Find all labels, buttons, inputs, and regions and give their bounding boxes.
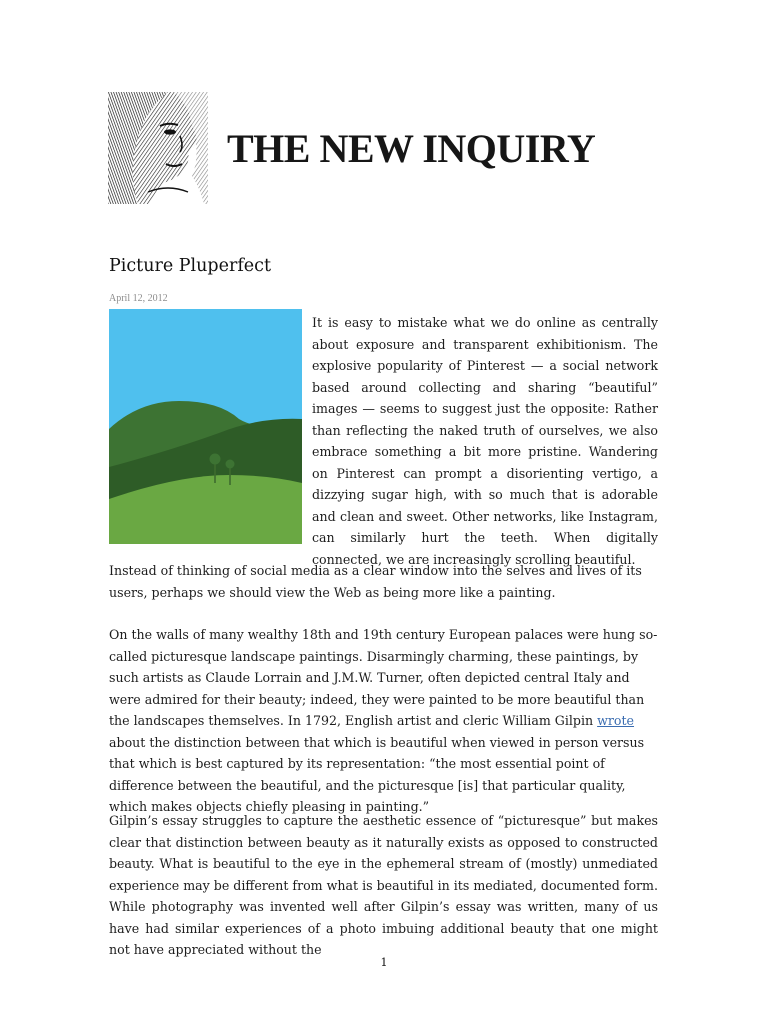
article-title: Picture Pluperfect bbox=[109, 256, 271, 276]
page-number: 1 bbox=[380, 956, 388, 969]
article-intro-paragraph: It is easy to mistake what we do online as centrally about exposure and transparent exhibitionism. The explosive popularity of Pinterest — a social network based around collecting and sharing “beautiful” images — seems to suggest just the opposite: Rather than reflecting the naked truth of ourselves, we also embrace something a bit more pristine. Wandering on Pinterest can prompt a disorienting vertigo, a dizzying sugar high, with so much that is adorable and clean and sweet. Other networks, like Instagram, can similarly hurt the teeth. When digitally connected, we are increasingly scrolling beautiful. bbox=[312, 315, 658, 567]
engraved-portrait-icon bbox=[108, 92, 208, 204]
paragraph-3-text-start: On the walls of many wealthy 18th and 19th century European palaces were hung so-called picturesque landscape paintings. Disarmingly charming, these paintings, by such artists as Claude Lorrain and J.M.W. Turner, often depicted central Italy and were admired for their beauty; indeed, they were painted to be more beautiful than the landscapes themselves. In 1792, English artist and cleric William Gilpin bbox=[109, 627, 658, 728]
gilpin-wrote-link[interactable]: wrote bbox=[597, 713, 635, 728]
article-paragraph-3 bbox=[109, 624, 658, 818]
article-date: April 12, 2012 bbox=[109, 293, 168, 304]
article-paragraph-4: Gilpin’s essay struggles to capture the aesthetic essence of “picturesque” but makes clear that distinction between beauty as it naturally exists as opposed to constructed beauty. What is beautiful to the eye in the ephemeral stream of (mostly) unmediated experience may be different from what is beautiful in its mediated, documented form. While photography was invented well after Gilpin’s essay was written, many of us have had similar experiences of a photo imbuing additional beauty that one might not have appreciated without the bbox=[109, 813, 658, 957]
paragraph-3-text-end: about the distinction between that which is beautiful when viewed in person versus that which is best captured by its representation: “the most essential point of difference between the beautiful, and the picturesque [is] that particular quality, which makes objects chiefly pleasing in painting.” bbox=[109, 734, 645, 814]
article-paragraph-2: Instead of thinking of social media as a clear window into the selves and lives of its users, perhaps we should view the Web as being more like a painting. bbox=[109, 563, 642, 600]
masthead-title: THE NEW INQUIRY bbox=[227, 126, 596, 171]
landscape-hills-icon bbox=[109, 309, 302, 544]
